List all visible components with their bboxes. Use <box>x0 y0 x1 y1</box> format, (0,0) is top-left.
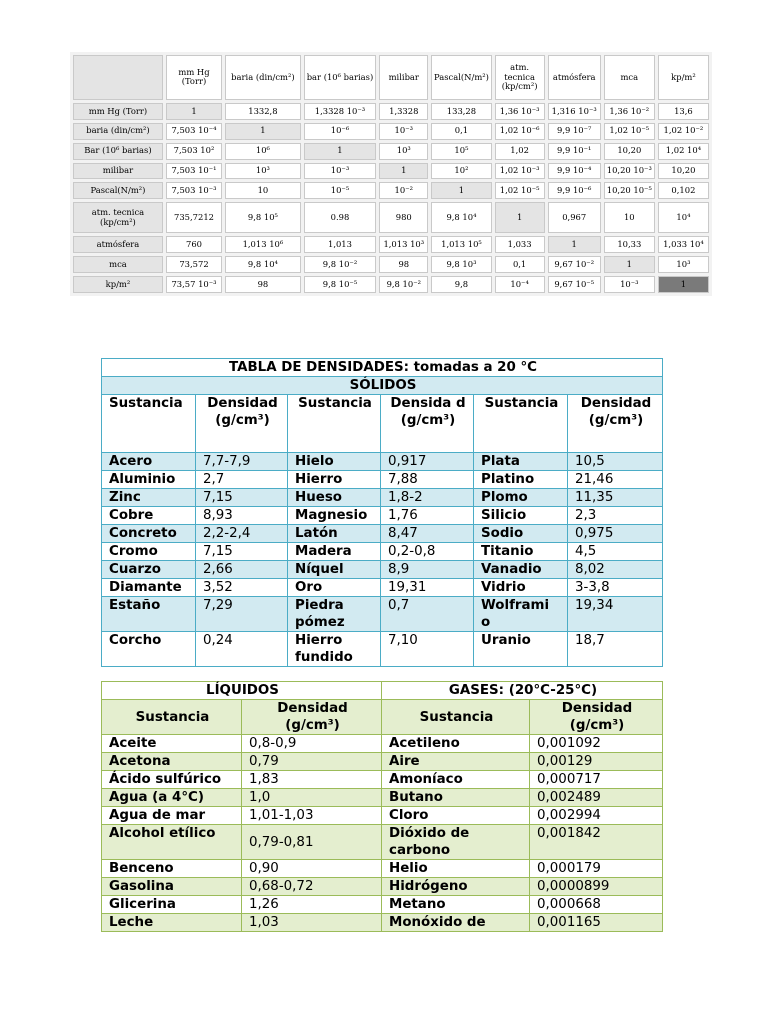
density-cell: 8,9 <box>381 561 474 579</box>
conversion-factor-cell: 1,316 10⁻³ <box>548 103 601 120</box>
conversion-factor-cell: 760 <box>166 236 222 253</box>
substance-cell: Corcho <box>102 632 196 667</box>
density-header: Densida d (g/cm³) <box>381 395 474 453</box>
substance-cell: Metano <box>382 896 530 914</box>
density-cell: 0,000668 <box>530 896 663 914</box>
density-cell: 0,68-0,72 <box>242 878 382 896</box>
substance-cell: Plata <box>474 453 568 471</box>
conversion-factor-cell: 0,1 <box>495 256 545 273</box>
conversion-factor-cell: 9,8 10⁵ <box>225 202 301 233</box>
unit-column-header: atm. tecnica (kp/cm²) <box>495 55 545 100</box>
substance-cell: Hierro <box>288 471 381 489</box>
conversion-factor-cell: 9,8 10⁴ <box>225 256 301 273</box>
density-cell: 7,15 <box>196 489 288 507</box>
conversion-factor-cell: 10,20 10⁻⁵ <box>604 182 655 199</box>
conversion-factor-cell: 10,20 10⁻³ <box>604 163 655 180</box>
conversion-factor-cell: 10,33 <box>604 236 655 253</box>
table-corner-cell <box>73 55 163 100</box>
substance-cell: Hueso <box>288 489 381 507</box>
density-cell: 1,03 <box>242 914 382 932</box>
conversion-factor-cell: 1 <box>304 143 377 160</box>
liquids-gases-density-table <box>101 681 663 932</box>
conversion-factor-cell: 1,02 10⁻⁵ <box>495 182 545 199</box>
conversion-factor-cell: 10 <box>604 202 655 233</box>
substance-cell: Monóxido de <box>382 914 530 932</box>
density-header: Densidad (g/cm³) <box>530 700 663 735</box>
density-cell: 0,000179 <box>530 860 663 878</box>
density-cell: 11,35 <box>568 489 663 507</box>
pressure-conversion-table <box>70 52 712 296</box>
conversion-factor-cell: 9,9 10⁻⁶ <box>548 182 601 199</box>
density-cell: 0,90 <box>242 860 382 878</box>
density-cell: 0,000717 <box>530 771 663 789</box>
conversion-factor-cell: 1,02 10⁻⁵ <box>604 123 655 140</box>
unit-row-header: mm Hg (Torr) <box>73 103 163 120</box>
table-row <box>102 525 663 543</box>
substance-cell: Benceno <box>102 860 242 878</box>
density-cell: 19,31 <box>381 579 474 597</box>
conversion-factor-cell: 1 <box>658 276 709 293</box>
conversion-factor-cell: 73,572 <box>166 256 222 273</box>
density-cell: 8,02 <box>568 561 663 579</box>
substance-cell: Vanadio <box>474 561 568 579</box>
conversion-factor-cell: 10⁴ <box>658 202 709 233</box>
substance-cell: Concreto <box>102 525 196 543</box>
unit-row-header: mca <box>73 256 163 273</box>
conversion-factor-cell: 7,503 10⁻³ <box>166 182 222 199</box>
substance-header: Sustancia <box>382 700 530 735</box>
substance-header: Sustancia <box>102 700 242 735</box>
substance-cell: Latón <box>288 525 381 543</box>
density-cell: 0,79 <box>242 753 382 771</box>
substance-header: Sustancia <box>102 395 196 453</box>
conversion-factor-cell: 10,20 <box>604 143 655 160</box>
density-cell: 7,88 <box>381 471 474 489</box>
conversion-factor-cell: 10⁻³ <box>304 163 377 180</box>
substance-cell: Cuarzo <box>102 561 196 579</box>
substance-cell: Aire <box>382 753 530 771</box>
conversion-factor-cell: 1,02 10⁴ <box>658 143 709 160</box>
conversion-factor-cell: 9,9 10⁻⁷ <box>548 123 601 140</box>
liquids-caption: LÍQUIDOS <box>102 682 382 700</box>
conversion-factor-cell: 73,57 10⁻³ <box>166 276 222 293</box>
table-row <box>102 453 663 471</box>
table-row <box>102 735 663 753</box>
density-cell: 3,52 <box>196 579 288 597</box>
conversion-factor-cell: 10⁻² <box>379 182 428 199</box>
density-cell: 1,01-1,03 <box>242 807 382 825</box>
substance-cell: Aceite <box>102 735 242 753</box>
conversion-factor-cell: 7,503 10² <box>166 143 222 160</box>
density-cell: 0,24 <box>196 632 288 667</box>
density-cell: 1,8-2 <box>381 489 474 507</box>
unit-row-header: Bar (10⁶ barias) <box>73 143 163 160</box>
substance-cell: Dióxido de carbono <box>382 825 530 860</box>
conversion-factor-cell: 98 <box>379 256 428 273</box>
conversion-factor-cell: 9,8 10⁻⁵ <box>304 276 377 293</box>
table-row <box>102 807 663 825</box>
density-cell: 7,10 <box>381 632 474 667</box>
density-cell: 18,7 <box>568 632 663 667</box>
table-row <box>102 489 663 507</box>
conversion-factor-cell: 10⁻⁶ <box>304 123 377 140</box>
conversion-factor-cell: 13,6 <box>658 103 709 120</box>
table-row <box>73 182 709 199</box>
table-row <box>102 579 663 597</box>
conversion-factor-cell: 10³ <box>658 256 709 273</box>
conversion-factor-cell: 9,8 10⁴ <box>431 202 491 233</box>
conversion-factor-cell: 1,3328 10⁻³ <box>304 103 377 120</box>
substance-cell: Acetona <box>102 753 242 771</box>
density-cell: 0,00129 <box>530 753 663 771</box>
density-cell: 0,917 <box>381 453 474 471</box>
density-cell: 3-3,8 <box>568 579 663 597</box>
density-cell: 4,5 <box>568 543 663 561</box>
substance-cell: Agua de mar <box>102 807 242 825</box>
density-cell: 7,15 <box>196 543 288 561</box>
density-cell: 0,002994 <box>530 807 663 825</box>
conversion-factor-cell: 1 <box>225 123 301 140</box>
conversion-factor-cell: 0,1 <box>431 123 491 140</box>
conversion-factor-cell: 9,8 <box>431 276 491 293</box>
density-cell: 2,2-2,4 <box>196 525 288 543</box>
substance-cell: Gasolina <box>102 878 242 896</box>
conversion-factor-cell: 1 <box>166 103 222 120</box>
substance-cell: Platino <box>474 471 568 489</box>
density-cell: 1,83 <box>242 771 382 789</box>
density-cell: 1,26 <box>242 896 382 914</box>
substance-cell: Uranio <box>474 632 568 667</box>
table-row <box>102 471 663 489</box>
density-cell: 19,34 <box>568 597 663 632</box>
conversion-factor-cell: 10⁻⁴ <box>495 276 545 293</box>
table-row <box>73 123 709 140</box>
conversion-factor-cell: 1332,8 <box>225 103 301 120</box>
unit-row-header: baria (din/cm²) <box>73 123 163 140</box>
density-cell: 2,3 <box>568 507 663 525</box>
density-cell: 7,7-7,9 <box>196 453 288 471</box>
substance-cell: Cromo <box>102 543 196 561</box>
conversion-factor-cell: 0,102 <box>658 182 709 199</box>
conversion-factor-cell: 1,033 10⁴ <box>658 236 709 253</box>
conversion-factor-cell: 0.98 <box>304 202 377 233</box>
conversion-factor-cell: 10² <box>431 163 491 180</box>
conversion-factor-cell: 1,013 10³ <box>379 236 428 253</box>
table-row <box>102 753 663 771</box>
substance-cell: Butano <box>382 789 530 807</box>
conversion-factor-cell: 9,67 10⁻⁵ <box>548 276 601 293</box>
unit-row-header: atm. tecnica (kp/cm²) <box>73 202 163 233</box>
density-table-title: TABLA DE DENSIDADES: tomadas a 20 °C <box>102 359 663 377</box>
conversion-factor-cell: 1,033 <box>495 236 545 253</box>
table-row <box>102 878 663 896</box>
conversion-factor-cell: 1,3328 <box>379 103 428 120</box>
table-row <box>102 632 663 667</box>
unit-column-header: mm Hg (Torr) <box>166 55 222 100</box>
conversion-factor-cell: 7,503 10⁻¹ <box>166 163 222 180</box>
substance-cell: Hidrógeno <box>382 878 530 896</box>
substance-cell: Sodio <box>474 525 568 543</box>
density-cell: 1,0 <box>242 789 382 807</box>
conversion-factor-cell: 1 <box>431 182 491 199</box>
table-row <box>73 256 709 273</box>
conversion-factor-cell: 1 <box>379 163 428 180</box>
substance-cell: Níquel <box>288 561 381 579</box>
conversion-factor-cell: 9,8 10⁻² <box>304 256 377 273</box>
conversion-factor-cell: 10⁵ <box>431 143 491 160</box>
density-cell: 0,2-0,8 <box>381 543 474 561</box>
substance-cell: Hierro fundido <box>288 632 381 667</box>
table-row <box>102 860 663 878</box>
density-cell: 0,8-0,9 <box>242 735 382 753</box>
density-cell: 7,29 <box>196 597 288 632</box>
density-header: Densidad (g/cm³) <box>196 395 288 453</box>
substance-cell: Aluminio <box>102 471 196 489</box>
solids-section-header: SÓLIDOS <box>102 377 663 395</box>
conversion-factor-cell: 9,9 10⁻¹ <box>548 143 601 160</box>
gases-caption: GASES: (20°C-25°C) <box>382 682 663 700</box>
conversion-factor-cell: 1,36 10⁻³ <box>495 103 545 120</box>
density-cell: 0,002489 <box>530 789 663 807</box>
conversion-factor-cell: 1,02 10⁻² <box>658 123 709 140</box>
conversion-factor-cell: 10⁻³ <box>379 123 428 140</box>
unit-column-header: Pascal(N/m²) <box>431 55 491 100</box>
conversion-factor-cell: 1 <box>548 236 601 253</box>
density-cell: 0,7 <box>381 597 474 632</box>
table-row <box>73 276 709 293</box>
substance-cell: Alcohol etílico <box>102 825 242 860</box>
conversion-factor-cell: 1,36 10⁻² <box>604 103 655 120</box>
density-cell: 10,5 <box>568 453 663 471</box>
conversion-factor-cell: 133,28 <box>431 103 491 120</box>
substance-cell: Vidrio <box>474 579 568 597</box>
density-cell: 1,76 <box>381 507 474 525</box>
substance-cell: Madera <box>288 543 381 561</box>
substance-cell: Ácido sulfúrico <box>102 771 242 789</box>
substance-cell: Helio <box>382 860 530 878</box>
conversion-factor-cell: 1 <box>604 256 655 273</box>
conversion-factor-cell: 1,02 <box>495 143 545 160</box>
conversion-factor-cell: 1,013 10⁵ <box>431 236 491 253</box>
unit-row-header: Pascal(N/m²) <box>73 182 163 199</box>
density-header: Densidad (g/cm³) <box>242 700 382 735</box>
table-row <box>102 825 663 860</box>
substance-cell: Cobre <box>102 507 196 525</box>
table-row <box>102 914 663 932</box>
table-row <box>73 143 709 160</box>
unit-column-header: baria (din/cm²) <box>225 55 301 100</box>
substance-cell: Leche <box>102 914 242 932</box>
solids-density-table <box>101 358 663 667</box>
conversion-factor-cell: 9,67 10⁻² <box>548 256 601 273</box>
density-cell: 21,46 <box>568 471 663 489</box>
conversion-factor-cell: 9,8 10³ <box>431 256 491 273</box>
unit-row-header: milibar <box>73 163 163 180</box>
conversion-factor-cell: 10⁻⁵ <box>304 182 377 199</box>
substance-cell: Diamante <box>102 579 196 597</box>
table-row <box>102 507 663 525</box>
substance-cell: Amoníaco <box>382 771 530 789</box>
density-cell: 0,001092 <box>530 735 663 753</box>
substance-cell: Zinc <box>102 489 196 507</box>
conversion-factor-cell: 1 <box>495 202 545 233</box>
density-cell: 8,93 <box>196 507 288 525</box>
density-cell: 0,001842 <box>530 825 663 860</box>
substance-cell: Silicio <box>474 507 568 525</box>
substance-cell: Titanio <box>474 543 568 561</box>
density-cell: 2,7 <box>196 471 288 489</box>
density-header: Densidad (g/cm³) <box>568 395 663 453</box>
density-cell: 8,47 <box>381 525 474 543</box>
conversion-factor-cell: 10³ <box>225 163 301 180</box>
substance-cell: Piedra pómez <box>288 597 381 632</box>
unit-row-header: atmósfera <box>73 236 163 253</box>
density-cell: 0,0000899 <box>530 878 663 896</box>
substance-cell: Cloro <box>382 807 530 825</box>
conversion-factor-cell: 0,967 <box>548 202 601 233</box>
substance-cell: Wolframi o <box>474 597 568 632</box>
conversion-factor-cell: 10⁶ <box>225 143 301 160</box>
unit-row-header: kp/m² <box>73 276 163 293</box>
conversion-factor-cell: 1,013 <box>304 236 377 253</box>
density-cell: 0,001165 <box>530 914 663 932</box>
conversion-factor-cell: 10,20 <box>658 163 709 180</box>
conversion-factor-cell: 10⁻³ <box>604 276 655 293</box>
substance-cell: Hielo <box>288 453 381 471</box>
substance-cell: Magnesio <box>288 507 381 525</box>
conversion-factor-cell: 9,8 10⁻² <box>379 276 428 293</box>
substance-cell: Agua (a 4°C) <box>102 789 242 807</box>
conversion-factor-cell: 7,503 10⁻⁴ <box>166 123 222 140</box>
table-row <box>73 163 709 180</box>
table-row <box>102 789 663 807</box>
substance-header: Sustancia <box>288 395 381 453</box>
substance-header: Sustancia <box>474 395 568 453</box>
unit-column-header: bar (10⁶ barias) <box>304 55 377 100</box>
table-row <box>102 543 663 561</box>
table-row <box>102 561 663 579</box>
conversion-factor-cell: 9,9 10⁻⁴ <box>548 163 601 180</box>
density-cell: 0,975 <box>568 525 663 543</box>
conversion-factor-cell: 10 <box>225 182 301 199</box>
table-row <box>73 103 709 120</box>
table-row <box>102 597 663 632</box>
substance-cell: Plomo <box>474 489 568 507</box>
substance-cell: Acetileno <box>382 735 530 753</box>
conversion-factor-cell: 1,013 10⁶ <box>225 236 301 253</box>
substance-cell: Acero <box>102 453 196 471</box>
unit-column-header: milibar <box>379 55 428 100</box>
unit-column-header: kp/m² <box>658 55 709 100</box>
conversion-factor-cell: 10³ <box>379 143 428 160</box>
conversion-factor-cell: 980 <box>379 202 428 233</box>
table-row <box>73 202 709 233</box>
unit-column-header: mca <box>604 55 655 100</box>
conversion-factor-cell: 735,7212 <box>166 202 222 233</box>
density-cell: 0,79-0,81 <box>242 825 382 860</box>
table-row <box>102 771 663 789</box>
table-row <box>73 236 709 253</box>
conversion-factor-cell: 98 <box>225 276 301 293</box>
substance-cell: Glicerina <box>102 896 242 914</box>
conversion-factor-cell: 1,02 10⁻³ <box>495 163 545 180</box>
substance-cell: Oro <box>288 579 381 597</box>
table-row <box>102 896 663 914</box>
density-cell: 2,66 <box>196 561 288 579</box>
substance-cell: Estaño <box>102 597 196 632</box>
unit-column-header: atmósfera <box>548 55 601 100</box>
conversion-factor-cell: 1,02 10⁻⁶ <box>495 123 545 140</box>
